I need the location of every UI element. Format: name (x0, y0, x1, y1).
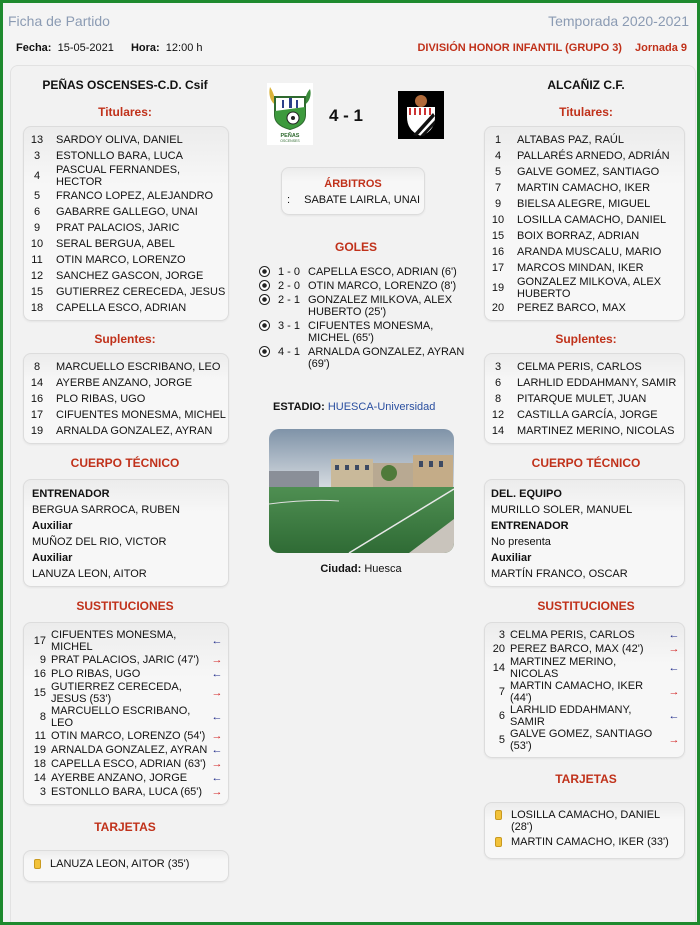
player-name: MARCOS MINDAN, IKER (517, 262, 644, 274)
home-tarjetas-title: TARJETAS (94, 820, 156, 834)
substitution-row (487, 704, 681, 728)
player-name: BIELSA ALEGRE, MIGUEL (517, 198, 651, 210)
main-panel (10, 65, 696, 925)
home-sustituciones-title: SUSTITUCIONES (76, 599, 174, 613)
sub-name: MARCUELLO ESCRIBANO, LEO (51, 705, 191, 729)
staff-role: Auxiliar (491, 552, 532, 564)
player-number: 14 (30, 377, 44, 389)
away-titulares-list (484, 126, 685, 321)
player-number: 16 (30, 393, 44, 405)
sub-number: 15 (33, 687, 46, 699)
player-row[interactable] (24, 148, 228, 164)
player-number: 19 (491, 282, 505, 294)
player-number: 10 (30, 238, 44, 250)
player-row[interactable] (485, 244, 684, 260)
card-row (495, 836, 678, 848)
arbitros-title: ÁRBITROS (324, 178, 382, 190)
player-number: 1 (494, 134, 502, 146)
player-number: 20 (491, 302, 505, 314)
away-sustituciones-list (484, 622, 685, 758)
estadio-label: ESTADIO: (273, 401, 325, 413)
sub-name: LARHLID EDDAHMANY, SAMIR (510, 704, 632, 728)
player-number: 4 (494, 150, 502, 162)
player-row[interactable] (485, 132, 684, 148)
away-team-name[interactable]: ALCAÑIZ C.F. (547, 78, 625, 92)
player-row[interactable] (485, 164, 684, 180)
svg-text:OSCENSES: OSCENSES (280, 139, 300, 143)
hora-label: Hora: (130, 42, 160, 54)
away-cuerpo-title: CUERPO TÉCNICO (531, 456, 641, 470)
substitution-row (28, 653, 224, 667)
goal-score: 3 - 1 (277, 320, 300, 332)
player-row[interactable] (24, 188, 228, 204)
player-name: PITARQUE MULET, JUAN (517, 393, 647, 405)
goal-scorer: ARNALDA GONZALEZ, AYRAN (69') (308, 346, 465, 370)
yellow-card-icon (495, 810, 502, 820)
soccer-ball-icon (259, 280, 270, 291)
staff-role: Auxiliar (32, 552, 73, 564)
sub-name: MARTINEZ MERINO, NICOLAS (510, 656, 617, 680)
substitution-row (28, 629, 224, 653)
sub-number: 19 (33, 744, 46, 756)
staff-role: ENTRENADOR (491, 520, 569, 532)
card-player: MARTIN CAMACHO, IKER (33') (511, 836, 669, 848)
arrow-right-icon: → (668, 686, 680, 698)
substitution-row (487, 728, 681, 752)
player-row[interactable] (24, 204, 228, 220)
staff-name: MUÑOZ DEL RIO, VICTOR (32, 536, 167, 548)
player-name: GALVE GOMEZ, SANTIAGO (517, 166, 660, 178)
player-number: 12 (30, 270, 44, 282)
substitution-row (28, 729, 224, 743)
goal-scorer: CAPELLA ESCO, ADRIAN (6') (308, 266, 457, 278)
player-number: 6 (494, 377, 502, 389)
goles-title: GOLES (334, 240, 377, 254)
referee-prefix: : (287, 194, 291, 206)
season-label: Temporada 2020-2021 (548, 13, 689, 29)
card-row (495, 809, 678, 833)
player-number: 19 (30, 425, 44, 437)
player-name: ARANDA MUSCALU, MARIO (517, 246, 662, 258)
player-name: CELMA PERIS, CARLOS (517, 361, 642, 373)
player-row[interactable] (485, 180, 684, 196)
player-number: 5 (33, 190, 41, 202)
player-number: 17 (491, 262, 505, 274)
player-name: PASCUAL FERNANDES, HECTOR (56, 164, 181, 188)
player-row[interactable] (485, 196, 684, 212)
player-number: 14 (491, 425, 505, 437)
final-score: 4 - 1 (329, 106, 364, 125)
sub-name: ARNALDA GONZALEZ, AYRAN (51, 744, 208, 756)
goal-score: 4 - 1 (277, 346, 300, 358)
competition-info (417, 42, 687, 54)
player-row[interactable] (485, 423, 684, 439)
stadium-image-icon (269, 429, 454, 553)
arrow-right-icon: → (211, 687, 223, 699)
sub-number: 3 (498, 629, 505, 641)
player-row[interactable] (485, 276, 684, 300)
city-info (251, 563, 471, 575)
away-titulares-title: Titulares: (559, 105, 613, 119)
staff-name: MURILLO SOLER, MANUEL (491, 504, 633, 516)
player-number: 3 (494, 361, 502, 373)
sub-number: 17 (33, 635, 46, 647)
staff-role: Auxiliar (32, 520, 73, 532)
player-name: ESTONLLO BARA, LUCA (56, 150, 183, 162)
player-name: CIFUENTES MONESMA, MICHEL (56, 409, 226, 421)
goal-scorer: GONZALEZ MILKOVA, ALEX HUBERTO (25') (308, 294, 453, 318)
player-name: AYERBE ANZANO, JORGE (56, 377, 193, 389)
goal-scorer: OTIN MARCO, LORENZO (8') (308, 280, 457, 292)
staff-name: LANUZA LEON, AITOR (32, 568, 147, 580)
player-name: LOSILLA CAMACHO, DANIEL (517, 214, 667, 226)
staff-role: ENTRENADOR (32, 488, 110, 500)
player-row[interactable] (485, 260, 684, 276)
player-name: LARHLID EDDAHMANY, SAMIR (517, 377, 677, 389)
yellow-card-icon (34, 859, 41, 869)
arrow-left-icon: ← (668, 629, 680, 641)
player-row[interactable] (485, 391, 684, 407)
goal-score: 1 - 0 (277, 266, 300, 278)
player-row[interactable] (485, 359, 684, 375)
player-name: OTIN MARCO, LORENZO (56, 254, 186, 266)
player-number: 6 (33, 206, 41, 218)
sub-number: 9 (39, 654, 46, 666)
player-number: 9 (33, 222, 41, 234)
player-row[interactable] (485, 300, 684, 316)
soccer-ball-icon (259, 266, 270, 277)
fecha-value: 15-05-2021 (57, 42, 114, 54)
player-name: CAPELLA ESCO, ADRIAN (56, 302, 187, 314)
away-team-logo[interactable] (398, 91, 444, 139)
substitution-row (28, 705, 224, 729)
hora-value: 12:00 h (165, 42, 203, 54)
arrow-left-icon: ← (668, 662, 680, 674)
home-tarjetas-list (23, 850, 229, 882)
player-number: 7 (494, 182, 502, 194)
sub-number: 11 (34, 730, 46, 742)
page-title: Ficha de Partido (8, 13, 110, 29)
arrow-left-icon: ← (211, 744, 223, 756)
player-row[interactable] (24, 391, 228, 407)
arrow-left-icon: ← (211, 711, 223, 723)
arrow-left-icon: ← (211, 635, 223, 647)
away-tarjetas-title: TARJETAS (555, 772, 617, 786)
staff-role: DEL. EQUIPO (491, 488, 562, 500)
sub-number: 5 (498, 734, 505, 746)
player-name: ALTABAS PAZ, RAÚL (517, 134, 624, 146)
sub-name: PLO RIBAS, UGO (51, 668, 141, 680)
player-number: 4 (33, 170, 41, 182)
goal-row (259, 294, 471, 318)
player-number: 13 (30, 134, 44, 146)
home-titulares-title: Titulares: (98, 105, 152, 119)
player-number: 17 (30, 409, 44, 421)
goal-row (259, 266, 471, 278)
sub-number: 3 (39, 786, 46, 798)
away-crest-icon (398, 91, 444, 139)
player-name: PRAT PALACIOS, JARIC (56, 222, 180, 234)
goal-row (259, 320, 471, 344)
card-player: LOSILLA CAMACHO, DANIEL (28') (511, 809, 660, 833)
arrow-right-icon: → (668, 734, 680, 746)
player-name: SERAL BERGUA, ABEL (56, 238, 175, 250)
goals-list (259, 266, 471, 372)
player-name: ARNALDA GONZALEZ, AYRAN (56, 425, 213, 437)
home-sustituciones-list (23, 622, 229, 805)
referee-name: SABATE LAIRLA, UNAI (304, 194, 421, 206)
substitution-row (28, 667, 224, 681)
player-name: FRANCO LOPEZ, ALEJANDRO (56, 190, 214, 202)
fecha-label: Fecha: (16, 42, 52, 54)
stadium-info (273, 401, 435, 413)
home-titulares-list (23, 126, 229, 321)
player-name: SARDOY OLIVA, DANIEL (56, 134, 183, 146)
home-suplentes-title: Suplentes: (94, 332, 156, 346)
player-row[interactable] (485, 148, 684, 164)
away-team-column (475, 66, 697, 859)
player-row[interactable] (24, 132, 228, 148)
stadium-photo (269, 429, 454, 553)
player-row[interactable] (485, 228, 684, 244)
arrow-left-icon: ← (668, 710, 680, 722)
player-name: PALLARÉS ARNEDO, ADRIÁN (517, 150, 670, 162)
arrow-right-icon: → (668, 643, 680, 655)
player-row[interactable] (485, 212, 684, 228)
substitution-row (28, 757, 224, 771)
substitution-row (28, 743, 224, 757)
staff-name: MARTÍN FRANCO, OSCAR (491, 568, 628, 580)
player-name: GONZALEZ MILKOVA, ALEX HUBERTO (517, 276, 662, 300)
sub-name: AYERBE ANZANO, JORGE (51, 772, 188, 784)
ciudad-value: Huesca (364, 563, 402, 575)
player-name: PLO RIBAS, UGO (56, 393, 146, 405)
sub-number: 18 (33, 758, 46, 770)
home-cuerpo-list (23, 479, 229, 587)
player-name: BOIX BORRAZ, ADRIAN (517, 230, 640, 242)
staff-name: BERGUA SARROCA, RUBEN (32, 504, 180, 516)
svg-text:PEÑAS: PEÑAS (280, 133, 300, 139)
substitution-row (28, 771, 224, 785)
goal-scorer: CIFUENTES MONESMA, MICHEL (65') (308, 320, 434, 344)
home-team-column (11, 66, 239, 882)
goal-score: 2 - 0 (277, 280, 300, 292)
player-row[interactable] (485, 407, 684, 423)
player-number: 15 (491, 230, 505, 242)
sub-number: 14 (492, 662, 505, 674)
arrow-right-icon: → (211, 654, 223, 666)
player-row[interactable] (24, 236, 228, 252)
player-number: 12 (491, 409, 505, 421)
sub-name: CIFUENTES MONESMA, MICHEL (51, 629, 177, 653)
substitution-row (28, 681, 224, 705)
referee-row (282, 194, 424, 206)
player-row[interactable] (24, 407, 228, 423)
substitution-row (487, 628, 681, 642)
soccer-ball-icon (259, 294, 270, 305)
player-number: 8 (33, 361, 41, 373)
substitution-row (487, 642, 681, 656)
away-suplentes-list (484, 353, 685, 444)
sub-name: MARTIN CAMACHO, IKER (44') (510, 680, 644, 704)
sub-name: PRAT PALACIOS, JARIC (47') (51, 654, 200, 666)
stadium-link[interactable]: HUESCA-Universidad (327, 401, 436, 413)
sub-name: GUTIERREZ CERECEDA, JESUS (53') (51, 681, 182, 705)
match-center-column (251, 66, 471, 925)
player-row[interactable] (24, 164, 228, 188)
goal-score: 2 - 1 (277, 294, 300, 306)
player-number: 9 (494, 198, 502, 210)
sub-number: 20 (492, 643, 505, 655)
away-cuerpo-list (484, 479, 685, 587)
player-name: PEREZ BARCO, MAX (517, 302, 626, 314)
card-row (34, 858, 220, 870)
referees-box (281, 167, 425, 215)
substitution-row (487, 656, 681, 680)
sub-number: 7 (498, 686, 505, 698)
player-number: 8 (494, 393, 502, 405)
player-name: MARTINEZ MERINO, NICOLAS (517, 425, 675, 437)
arrow-left-icon: ← (211, 668, 223, 680)
player-row[interactable] (24, 268, 228, 284)
arrow-left-icon: ← (211, 772, 223, 784)
player-name: GABARRE GALLEGO, UNAI (56, 206, 198, 218)
player-number: 3 (33, 150, 41, 162)
player-number: 15 (30, 286, 44, 298)
sub-name: GALVE GOMEZ, SANTIAGO (53') (510, 728, 653, 752)
player-name: GUTIERREZ CERECEDA, JESUS (56, 286, 226, 298)
arrow-right-icon: → (211, 730, 223, 742)
player-number: 16 (491, 246, 505, 258)
player-row[interactable] (24, 423, 228, 439)
home-crest-icon (267, 83, 313, 145)
goal-row (259, 280, 471, 292)
home-suplentes-list (23, 353, 229, 444)
sub-number: 6 (498, 710, 505, 722)
sub-name: OTIN MARCO, LORENZO (54') (51, 730, 206, 742)
player-number: 10 (491, 214, 505, 226)
home-team-logo[interactable] (267, 83, 313, 145)
sub-name: PEREZ BARCO, MAX (42') (510, 643, 644, 655)
jornada: Jornada 9 (635, 42, 687, 54)
sub-number: 14 (33, 772, 46, 784)
player-number: 11 (31, 254, 43, 266)
sub-name: CELMA PERIS, CARLOS (510, 629, 635, 641)
ciudad-label: Ciudad: (320, 563, 362, 575)
soccer-ball-icon (259, 346, 270, 357)
sub-name: ESTONLLO BARA, LUCA (65') (51, 786, 203, 798)
player-row[interactable] (24, 252, 228, 268)
player-row[interactable] (485, 375, 684, 391)
away-sustituciones-title: SUSTITUCIONES (537, 599, 635, 613)
player-row[interactable] (24, 359, 228, 375)
soccer-ball-icon (259, 320, 270, 331)
player-name: MARTIN CAMACHO, IKER (517, 182, 651, 194)
home-cuerpo-title: CUERPO TÉCNICO (70, 456, 180, 470)
player-row[interactable] (24, 375, 228, 391)
substitution-row (28, 785, 224, 799)
player-name: SANCHEZ GASCON, JORGE (56, 270, 204, 282)
yellow-card-icon (495, 837, 502, 847)
competition-name: DIVISIÓN HONOR INFANTIL (GRUPO 3) (417, 42, 622, 54)
player-row[interactable] (24, 220, 228, 236)
arrow-right-icon: → (211, 786, 223, 798)
card-player: LANUZA LEON, AITOR (35') (50, 858, 190, 870)
substitution-row (487, 680, 681, 704)
player-row[interactable] (24, 284, 228, 300)
match-datetime (16, 42, 203, 54)
staff-name: No presenta (491, 536, 551, 548)
sub-name: CAPELLA ESCO, ADRIAN (63') (51, 758, 206, 770)
goal-row (259, 346, 471, 370)
arrow-right-icon: → (211, 758, 223, 770)
player-name: CASTILLA GARCÍA, JORGE (517, 409, 658, 421)
home-team-name[interactable]: PEÑAS OSCENSES-C.D. Csif (42, 78, 208, 92)
player-name: MARCUELLO ESCRIBANO, LEO (56, 361, 221, 373)
player-number: 18 (30, 302, 44, 314)
player-number: 5 (494, 166, 502, 178)
sub-number: 16 (33, 668, 46, 680)
player-row[interactable] (24, 300, 228, 316)
sub-number: 8 (39, 711, 46, 723)
away-tarjetas-list (484, 802, 685, 859)
away-suplentes-title: Suplentes: (555, 332, 617, 346)
